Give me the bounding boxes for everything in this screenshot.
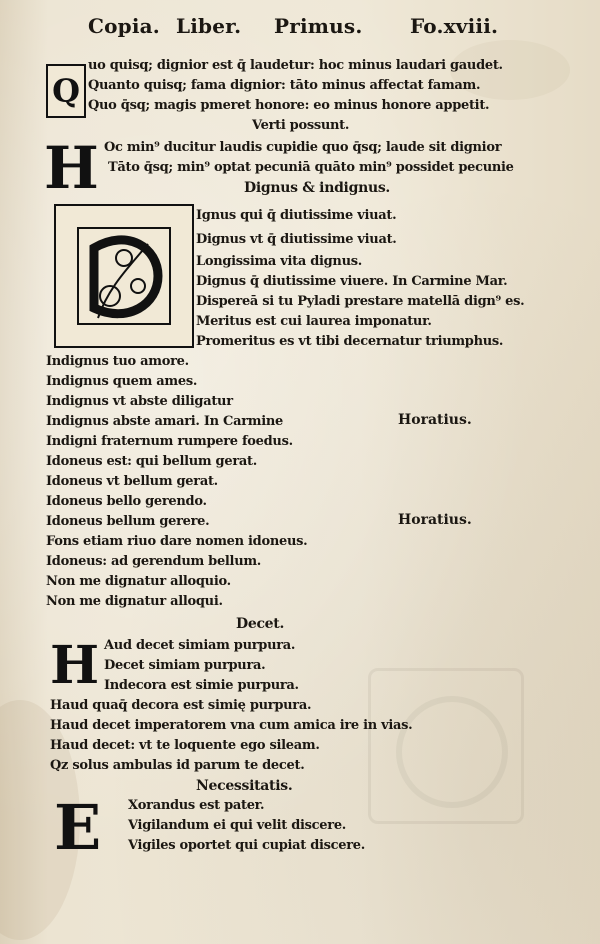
side-note-horatius: Horatius. xyxy=(398,412,472,428)
text-line: Indigni fraternum rumpere foedus. xyxy=(46,434,293,449)
text-line: Indignus tuo amore. xyxy=(46,354,189,369)
side-note-horatius: Horatius. xyxy=(398,512,472,528)
header-primus: Primus. xyxy=(274,14,363,38)
initial-h: H xyxy=(44,134,99,202)
text-line: Dignus vt q̄ diutissime viuat. xyxy=(196,232,397,247)
running-header xyxy=(0,14,600,54)
header-copia: Copia. xyxy=(88,14,160,38)
floral-ornament-icon xyxy=(58,208,190,344)
text-line: Meritus est cui laurea imponatur. xyxy=(196,314,432,329)
header-folio: Fo.xviii. xyxy=(410,14,499,38)
text-line: Vigiles oportet qui cupiat discere. xyxy=(128,838,366,853)
section-heading: Necessitatis. xyxy=(196,778,293,794)
text-line: Quo q̄sq; magis pmeret honore: eo minus honore appetit. xyxy=(88,98,490,113)
text-line: Non me dignatur alloquio. xyxy=(46,574,231,589)
text-line: Tāto q̄sq; min⁹ optat pecuniā quāto min⁹ possidet pecunie xyxy=(108,160,514,175)
text-line: Haud quaq̄ decora est simię purpura. xyxy=(50,698,312,713)
text-line: Indignus vt abste diligatur xyxy=(46,394,233,409)
text-line: Indignus quem ames. xyxy=(46,374,198,389)
text-line: Decet simiam purpura. xyxy=(104,658,266,673)
section-heading: Decet. xyxy=(236,616,285,632)
text-line: Longissima vita dignus. xyxy=(196,254,362,269)
text-line: Idoneus est: qui bellum gerat. xyxy=(46,454,257,469)
text-line: Fons etiam riuo dare nomen idoneus. xyxy=(46,534,308,549)
text-line: Idoneus bello gerendo. xyxy=(46,494,207,509)
text-line: Non me dignatur alloqui. xyxy=(46,594,223,609)
text-line: Quanto quisq; fama dignior: tāto minus affectat famam. xyxy=(88,78,481,93)
text-line: Aud decet simiam purpura. xyxy=(104,638,296,653)
header-liber: Liber. xyxy=(176,14,242,38)
text-line: Haud decet: vt te loquente ego sileam. xyxy=(50,738,320,753)
text-line: Haud decet imperatorem vna cum amica ire in vias. xyxy=(50,718,413,733)
text-line: Dignus q̄ diutissime viuere. In Carmine Mar. xyxy=(196,274,508,289)
text-line: Vigilandum ei qui velit discere. xyxy=(128,818,347,833)
text-line: Xorandus est pater. xyxy=(128,798,265,813)
text-line: Idoneus: ad gerendum bellum. xyxy=(46,554,262,569)
text-line: Dispereā si tu Pyladi prestare matellā dign⁹ es. xyxy=(196,294,525,309)
text-line: Promeritus es vt tibi decernatur triumphus. xyxy=(196,334,504,349)
text-line: Verti possunt. xyxy=(252,118,350,133)
text-line: Ignus qui q̄ diutissime viuat. xyxy=(196,208,397,223)
text-line: Idoneus bellum gerere. xyxy=(46,514,210,529)
initial-h: H xyxy=(50,635,100,696)
section-heading: Dignus & indignus. xyxy=(244,180,390,196)
text-line: Indecora est simie purpura. xyxy=(104,678,299,693)
initial-e: E xyxy=(54,791,102,864)
text-line: uo quisq; dignior est q̄ laudetur: hoc minus laudari gaudet. xyxy=(88,58,503,73)
initial-d xyxy=(54,204,194,348)
show-through-initial xyxy=(368,668,524,824)
text-line: Qz solus ambulas id parum te decet. xyxy=(50,758,305,773)
initial-q: Q xyxy=(46,64,86,118)
text-line: Oc min⁹ ducitur laudis cupidie quo q̄sq; laude sit dignior xyxy=(104,140,502,155)
text-line: Idoneus vt bellum gerat. xyxy=(46,474,218,489)
text-line: Indignus abste amari. In Carmine xyxy=(46,414,283,429)
